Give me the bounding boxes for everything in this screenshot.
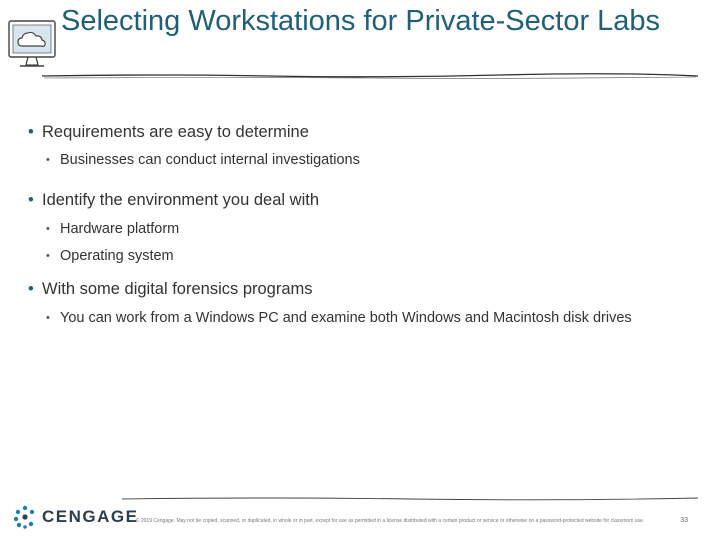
sub-bullet-hardware-platform: • Hardware platform bbox=[46, 219, 688, 239]
cengage-logo-icon bbox=[12, 504, 38, 530]
sub-bullet-windows-pc: • You can work from a Windows PC and examine both Windows and Macintosh disk drives bbox=[46, 308, 688, 328]
sub-bullet-internal-investigations: • Businesses can conduct internal investigations bbox=[46, 150, 688, 170]
cengage-logo bbox=[12, 502, 142, 530]
slide-title: Selecting Workstations for Private-Sector Labs bbox=[61, 5, 661, 37]
bullet-forensics-programs: • With some digital forensics programs bbox=[28, 278, 688, 300]
cloud-monitor-icon bbox=[6, 18, 58, 74]
bullet-identify-environment: • Identify the environment you deal with bbox=[28, 189, 688, 211]
page-number: 33 bbox=[680, 517, 688, 524]
slide-body bbox=[28, 121, 688, 328]
bullet-requirements: • Requirements are easy to determine bbox=[28, 121, 688, 143]
copyright-notice: © 2019 Cengage. May not be copied, scanned, or duplicated, in whole or in part, except for use as permitted in a license distributed with a certain product or service or otherwise on a password-protected website for classroom use. bbox=[135, 518, 645, 524]
title-underline bbox=[40, 68, 700, 82]
footer-line bbox=[120, 492, 700, 506]
sub-bullet-operating-system: • Operating system bbox=[46, 246, 688, 266]
logo-wordmark: CENGAGE bbox=[42, 507, 139, 526]
